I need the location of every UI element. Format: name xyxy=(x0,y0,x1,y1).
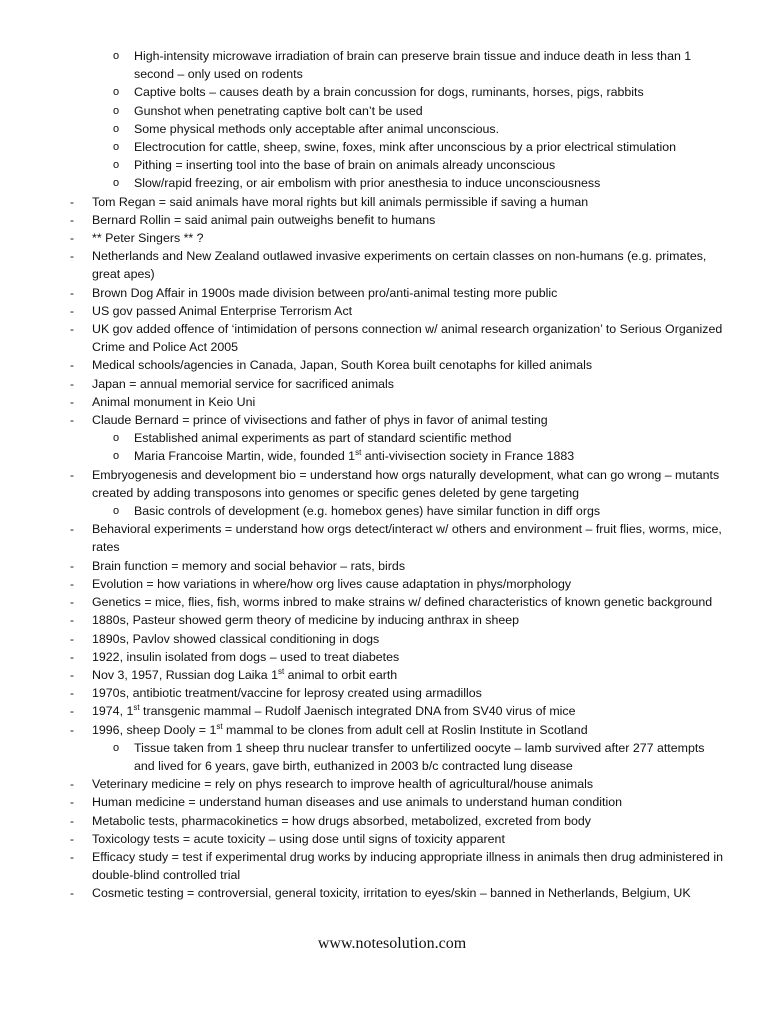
list-item xyxy=(0,666,784,684)
item-text: mammal to be clones from adult cell at Roslin Institute in Scotland xyxy=(222,722,588,737)
item-text: 1880s, Pasteur showed germ theory of medicine by inducing anthrax in sheep xyxy=(92,613,520,628)
dash-bullet-icon: - xyxy=(70,667,74,682)
circle-bullet-icon: o xyxy=(113,432,120,445)
item-text: Captive bolts – causes death by a brain concussion for dogs, ruminants, horses, pigs, rabbits xyxy=(134,85,644,100)
item-text: Claude Bernard = prince of vivisections and father of phys in favor of animal testing xyxy=(92,413,548,428)
sub-list-item xyxy=(0,156,784,174)
item-text: Maria Francoise Martin, wide, founded 1 xyxy=(134,449,356,464)
list-item xyxy=(0,302,784,320)
item-text: Tissue taken from 1 sheep thru nuclear transfer to unfertilized oocyte – lamb survived after 277 attempts and lived for 6 years, gave birth, euthanized in 2003 b/c contracted lung disease xyxy=(134,740,705,773)
list-item xyxy=(0,684,784,702)
circle-bullet-icon: o xyxy=(113,505,120,518)
ordinal-suffix: st xyxy=(355,448,362,458)
sub-list-item xyxy=(0,174,784,192)
sub-list-item xyxy=(0,47,784,83)
list-item xyxy=(0,211,784,229)
circle-bullet-icon: o xyxy=(113,141,120,154)
list-item xyxy=(0,356,784,374)
list-item xyxy=(0,557,784,575)
list-item xyxy=(0,411,784,429)
list-item xyxy=(0,284,784,302)
circle-bullet-icon: o xyxy=(113,177,120,190)
list-item xyxy=(0,520,784,556)
sub-list-item xyxy=(0,502,784,520)
item-text: US gov passed Animal Enterprise Terrorism Act xyxy=(92,303,353,318)
item-text: UK gov added offence of ‘intimidation of persons connection w/ animal research organization’ to Serious Organized Crime and Police Act 2005 xyxy=(92,322,723,355)
sub-list-item xyxy=(0,739,784,775)
dash-bullet-icon: - xyxy=(70,231,74,246)
item-text: 1970s, antibiotic treatment/vaccine for leprosy created using armadillos xyxy=(92,686,482,701)
item-text: Bernard Rollin = said animal pain outweighs benefit to humans xyxy=(92,212,436,227)
item-text: Established animal experiments as part of standard scientific method xyxy=(134,431,512,446)
list-item xyxy=(0,393,784,411)
dash-bullet-icon: - xyxy=(70,249,74,264)
list-item xyxy=(0,229,784,247)
sub-list-item xyxy=(0,138,784,156)
list-item xyxy=(0,375,784,393)
ordinal-suffix: st xyxy=(216,721,223,731)
item-text: Cosmetic testing = controversial, general toxicity, irritation to eyes/skin – banned in Netherlands, Belgium, UK xyxy=(92,886,691,901)
item-text: Embryogenesis and development bio = understand how orgs naturally development, what can go wrong – mutants created by adding transposons into genomes or specific genes deleted by gene targeting xyxy=(92,467,720,500)
ordinal-suffix: st xyxy=(277,666,285,676)
item-text: Efficacy study = test if experimental drug works by inducing appropriate illness in animals then drug administered in double-blind controlled trial xyxy=(92,849,723,883)
item-text: Slow/rapid freezing, or air embolism with prior anesthesia to induce unconsciousness xyxy=(134,176,601,191)
list-item xyxy=(0,466,784,502)
dash-bullet-icon: - xyxy=(70,558,74,573)
circle-bullet-icon: o xyxy=(113,450,120,463)
dash-bullet-icon: - xyxy=(70,813,74,828)
dash-bullet-icon: - xyxy=(70,394,74,409)
list-item xyxy=(0,575,784,593)
circle-bullet-icon: o xyxy=(113,104,120,117)
item-text: 1996, sheep Dooly = 1 xyxy=(92,722,217,737)
item-text: transgenic mammal – Rudolf Jaenisch integrated DNA from SV40 virus of mice xyxy=(139,704,576,719)
item-text: Japan = annual memorial service for sacrificed animals xyxy=(92,376,394,391)
list-item xyxy=(0,702,784,720)
item-text: Animal monument in Keio Uni xyxy=(92,394,256,409)
list-item xyxy=(0,593,784,611)
circle-bullet-icon: o xyxy=(113,159,120,172)
item-text: Gunshot when penetrating captive bolt can’t be used xyxy=(134,103,423,118)
item-text: Behavioral experiments = understand how orgs detect/interact w/ others and environment – fruit flies, worms, mice, rates xyxy=(92,522,722,555)
list-item xyxy=(0,320,784,356)
list-item xyxy=(0,247,784,283)
item-text: 1922, insulin isolated from dogs – used to treat diabetes xyxy=(92,649,400,664)
item-text: Evolution = how variations in where/how org lives cause adaptation in phys/morphology xyxy=(92,576,572,591)
item-text: 1890s, Pavlov showed classical conditioning in dogs xyxy=(92,631,380,646)
dash-bullet-icon: - xyxy=(70,686,74,701)
item-text: animal to orbit earth xyxy=(284,667,398,682)
sub-list-item xyxy=(0,102,784,120)
item-text: Pithing = inserting tool into the base of brain on animals already unconscious xyxy=(134,158,556,173)
item-text: Veterinary medicine = rely on phys research to improve health of agricultural/house animals xyxy=(92,777,594,792)
item-text: anti-vivisection society in France 1883 xyxy=(361,449,575,464)
dash-bullet-icon: - xyxy=(70,376,74,391)
dash-bullet-icon: - xyxy=(70,649,74,664)
circle-bullet-icon: o xyxy=(113,50,120,62)
item-text: Genetics = mice, flies, fish, worms inbred to make strains w/ defined characteristics of known genetic background xyxy=(92,595,713,610)
list-item xyxy=(0,793,784,811)
dash-bullet-icon: - xyxy=(70,467,74,482)
dash-bullet-icon: - xyxy=(70,722,74,737)
dash-bullet-icon: - xyxy=(70,704,74,719)
list-item xyxy=(0,648,784,666)
list-item xyxy=(0,812,784,830)
item-text: Human medicine = understand human diseases and use animals to understand human condition xyxy=(92,795,623,810)
list-item xyxy=(0,884,784,902)
footer-url: www.notesolution.com xyxy=(317,935,467,952)
notes-page xyxy=(0,47,784,903)
item-text: Brain function = memory and social behavior – rats, birds xyxy=(92,558,406,573)
list-item xyxy=(0,630,784,648)
dash-bullet-icon: - xyxy=(70,831,74,846)
dash-bullet-icon: - xyxy=(70,849,74,864)
sub-list-item xyxy=(0,120,784,138)
list-item xyxy=(0,830,784,848)
item-text: Nov 3, 1957, Russian dog Laika 1 xyxy=(92,667,278,682)
dash-bullet-icon: - xyxy=(70,576,74,591)
dash-bullet-icon: - xyxy=(70,413,74,428)
dash-bullet-icon: - xyxy=(70,322,74,337)
dash-bullet-icon: - xyxy=(70,795,74,810)
list-item xyxy=(0,848,784,884)
dash-bullet-icon: - xyxy=(70,613,74,628)
dash-bullet-icon: - xyxy=(70,285,74,300)
dash-bullet-icon: - xyxy=(70,522,74,537)
item-text: Medical schools/agencies in Canada, Japan, South Korea built cenotaphs for killed animals xyxy=(92,358,593,373)
dash-bullet-icon: - xyxy=(70,631,74,646)
item-text: 1974, 1 xyxy=(92,704,134,719)
item-text: Tom Regan = said animals have moral rights but kill animals permissible if saving a human xyxy=(92,194,589,209)
dash-bullet-icon: - xyxy=(70,777,74,792)
dash-bullet-icon: - xyxy=(70,886,74,901)
sub-list-item xyxy=(0,429,784,447)
dash-bullet-icon: - xyxy=(70,194,74,209)
item-text: High-intensity microwave irradiation of brain can preserve brain tissue and induce death in less than 1 second – only used on rodents xyxy=(134,49,692,82)
item-text: Netherlands and New Zealand outlawed invasive experiments on certain classes on non-humans (e.g. primates, great apes) xyxy=(92,249,707,282)
item-text: ** Peter Singers ** ? xyxy=(92,231,204,246)
list-item xyxy=(0,193,784,211)
list-item xyxy=(0,721,784,739)
dash-bullet-icon: - xyxy=(70,595,74,610)
item-text: Some physical methods only acceptable after animal unconscious. xyxy=(134,121,500,136)
item-text: Metabolic tests, pharmacokinetics = how drugs absorbed, metabolized, excreted from body xyxy=(92,813,591,828)
item-text: Brown Dog Affair in 1900s made division between pro/anti-animal testing more public xyxy=(92,285,558,300)
item-text: Electrocution for cattle, sheep, swine, foxes, mink after unconscious by a prior electrical stimulation xyxy=(134,140,676,155)
list-item xyxy=(0,775,784,793)
dash-bullet-icon: - xyxy=(70,358,74,373)
item-text: Toxicology tests = acute toxicity – using dose until signs of toxicity apparent xyxy=(92,831,505,846)
item-text: Basic controls of development (e.g. homebox genes) have similar function in diff orgs xyxy=(134,504,601,519)
sub-list-item xyxy=(0,447,784,465)
sub-list-item xyxy=(0,83,784,101)
dash-bullet-icon: - xyxy=(70,212,74,227)
list-item xyxy=(0,611,784,629)
circle-bullet-icon: o xyxy=(113,122,120,135)
dash-bullet-icon: - xyxy=(70,303,74,318)
circle-bullet-icon: o xyxy=(113,86,120,99)
circle-bullet-icon: o xyxy=(113,741,120,754)
ordinal-suffix: st xyxy=(133,703,140,713)
